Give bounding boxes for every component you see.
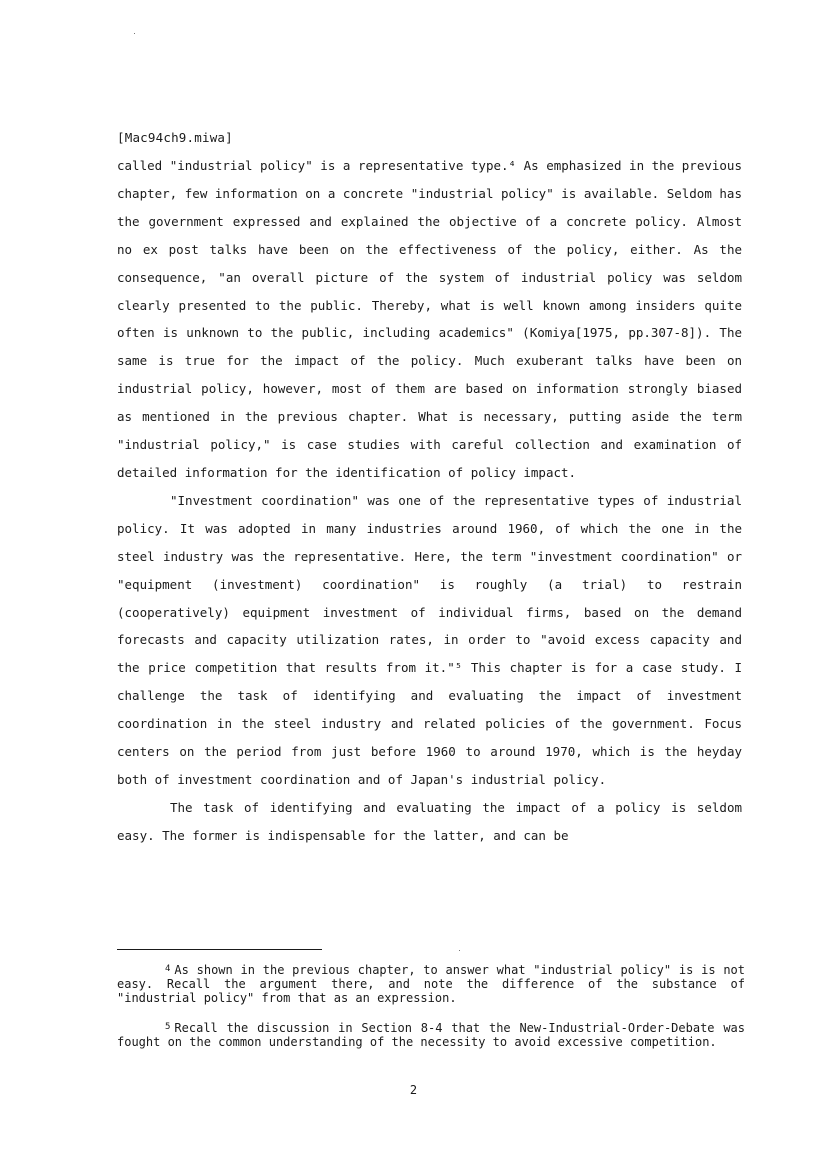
footnote-mark: 5 [165,1021,171,1032]
footnote-mark: 4 [165,964,171,974]
paragraph: called "industrial policy" is a representative type.⁴ As emphasized in the previous chapter, few information on a concrete "industrial policy" is available. Seldom has the government expressed and explained the objective of a concrete policy. Almost no ex post talks have been on the effectiveness of the policy, either. As the consequence, "an overall picture of the system of industrial policy was seldom clearly presented to the public. Thereby, what is well known among insiders quite often is unknown to the public, including academics" (Komiya[1975, pp.307-8]). The same is true for the impact of the policy. Much exuberant talks have been on industrial policy, however, most of them are based on information strongly biased as mentioned in the previous chapter. What is necessary, putting aside the term "industrial policy," is case studies with careful collection and examination of detailed information for the identification of policy impact. [117,158,742,480]
scan-speck [134,33,135,34]
file-identifier: [Mac94ch9.miwa] [117,130,233,145]
page-number: 2 [409,1083,418,1097]
paragraph: "Investment coordination" was one of the representative types of industrial policy. It was adopted in many industries around 1960, of which the one in the steel industry was the representative. Here, the term "investment coordination" or "equipment (investment) coordination" is roughly (a trial) to restrain (cooperatively) equipment investment of individual firms, based on the demand forecasts and capacity utilization rates, in order to "avoid excess capacity and the price competition that results from it."⁵ This chapter is for a case study. I challenge the task of identifying and evaluating the impact of investment coordination in the steel industry and related policies of the government. Focus centers on the period from just before 1960 to around 1970, which is the heyday both of investment coordination and of Japan's industrial policy. [117,492,742,787]
paragraph: The task of identifying and evaluating the impact of a policy is seldom easy. The former is indispensable for the latter, and can be [117,799,742,843]
footnote-separator [117,949,322,950]
footnotes [117,962,745,1063]
footnote-text: As shown in the previous chapter, to answer what "industrial policy" is is not easy. Recall the argument there, and note the difference of the substance of "industrial policy" from that as an expression. [117,963,745,1006]
scan-speck [459,950,460,951]
footnote [117,962,745,1006]
footnote-text: Recall the discussion in Section 8-4 that the New-Industrial-Order-Debate was fought on the common understanding of the necessity to avoid excessive competition. [117,1020,745,1049]
body-text [117,152,742,850]
footnote [117,1020,745,1049]
